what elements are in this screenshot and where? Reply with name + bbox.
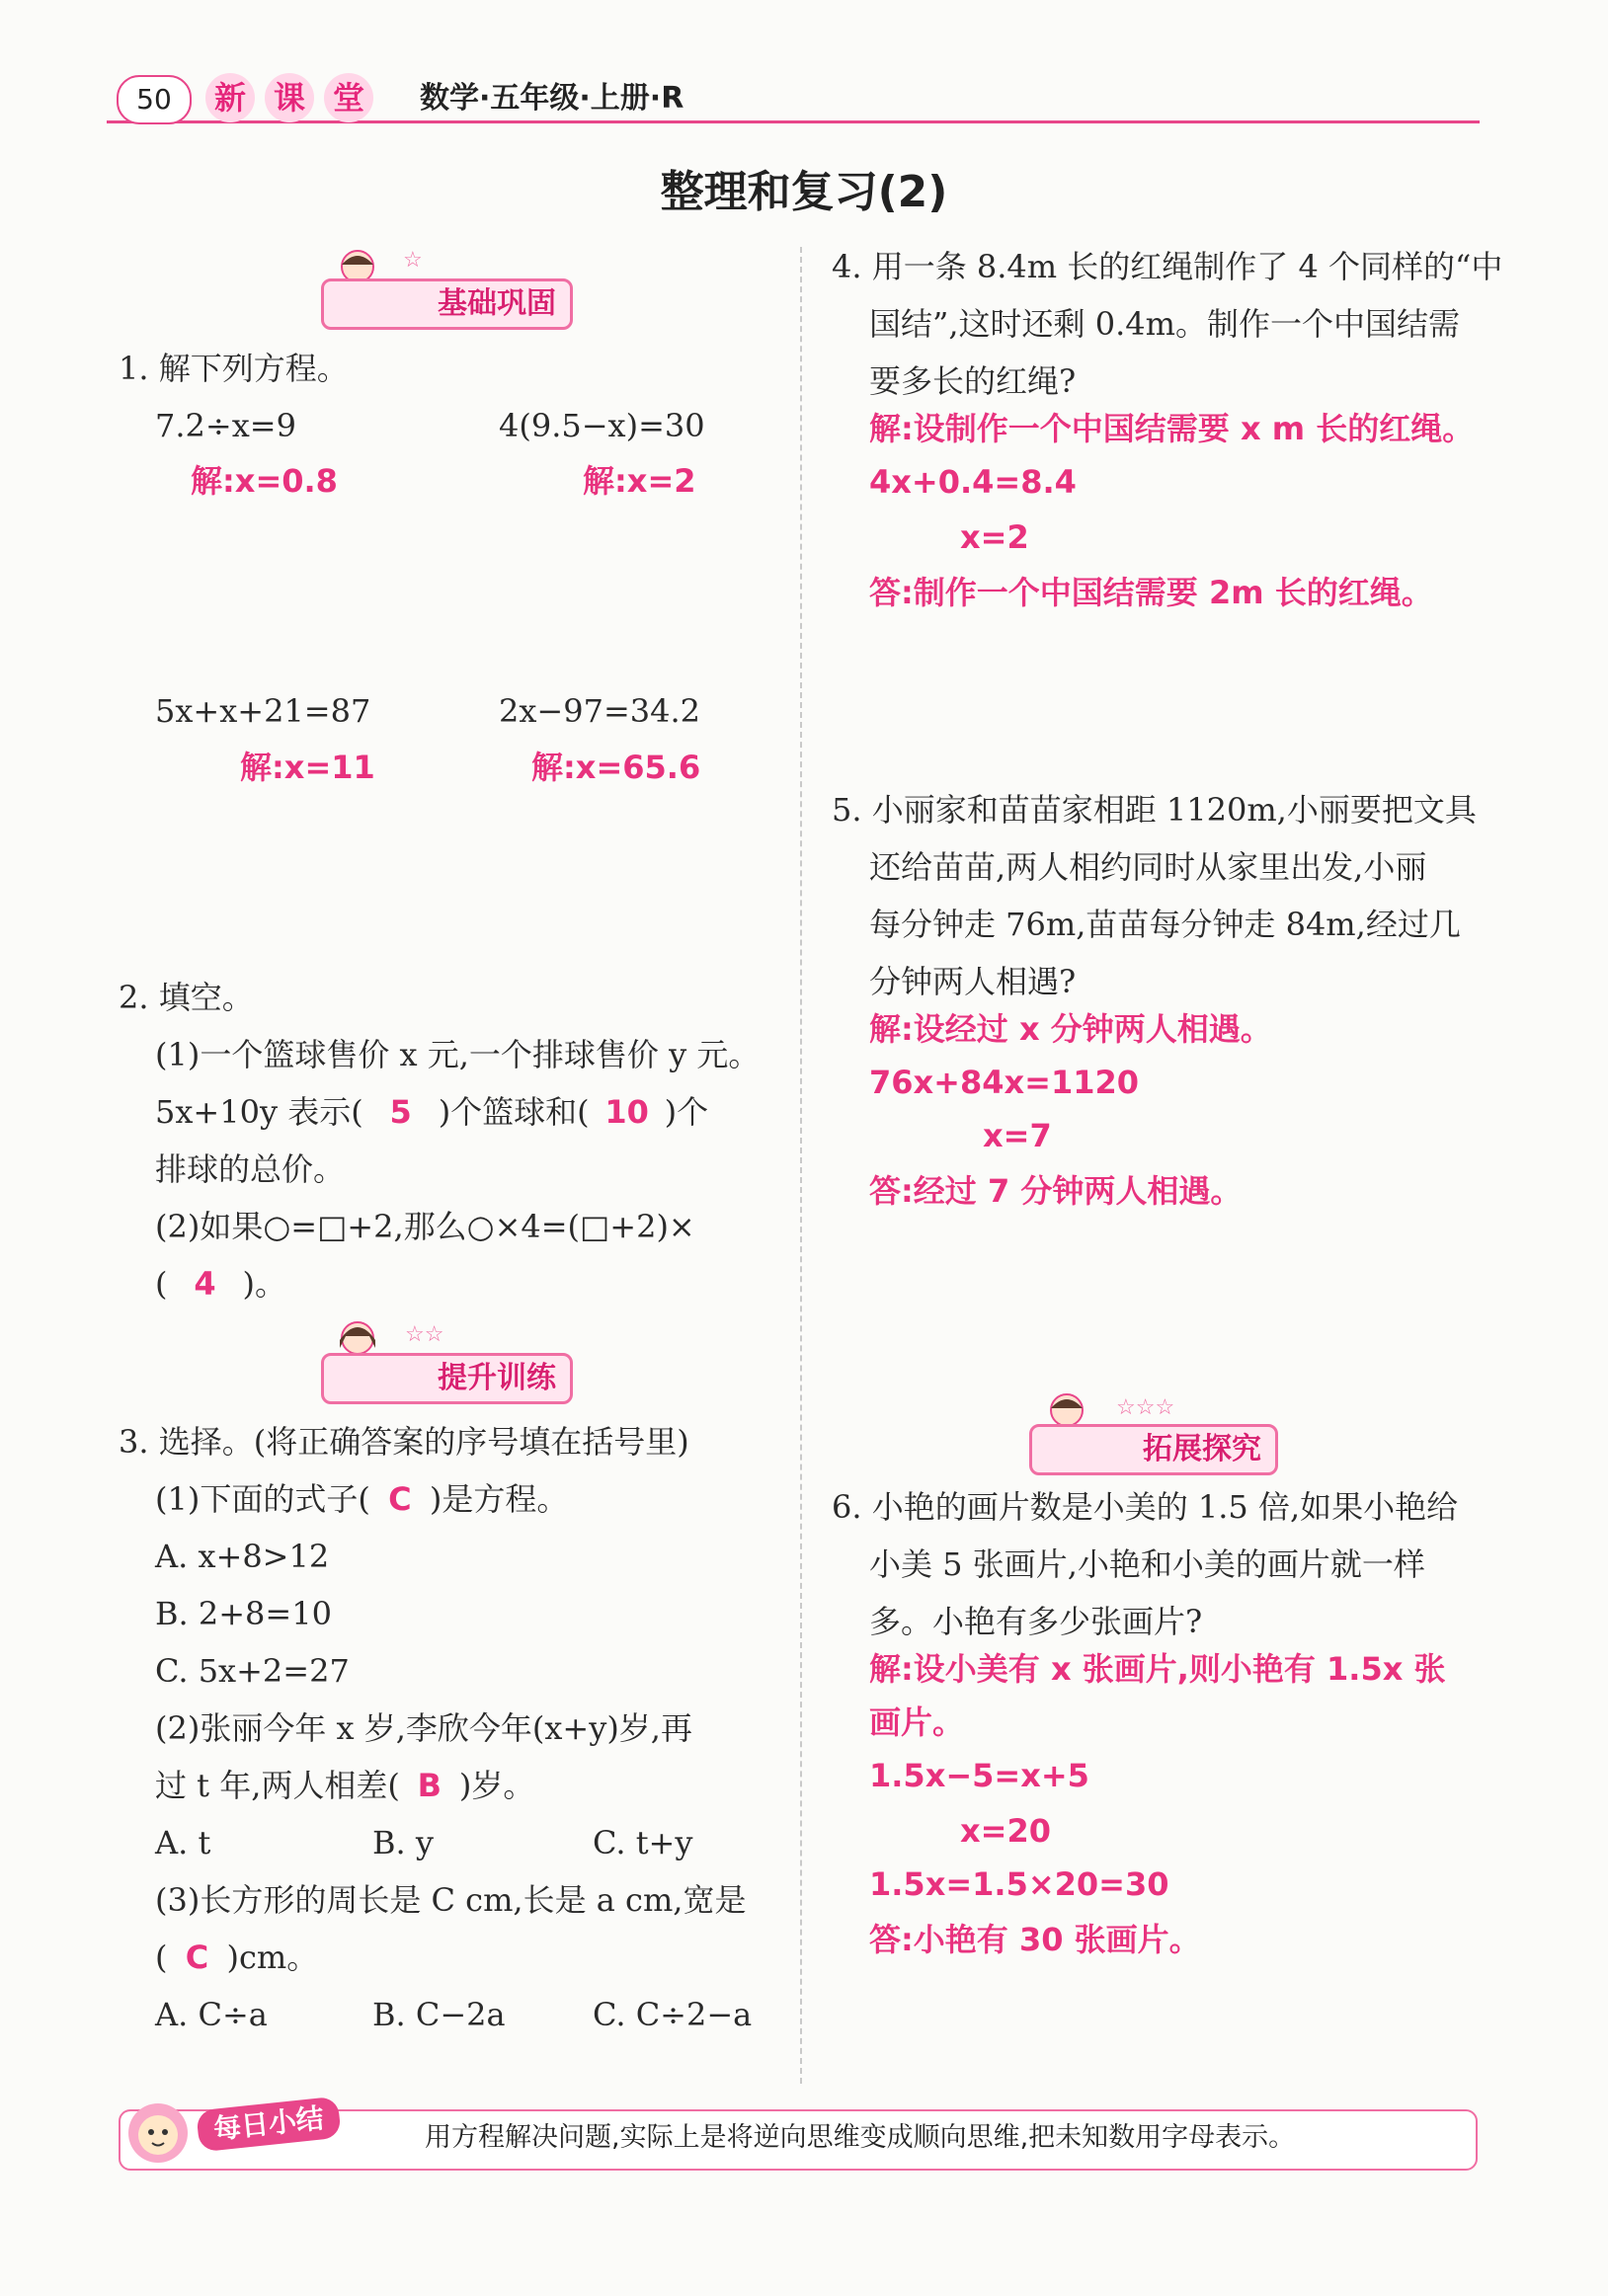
q6-solution-answer: 答:小艳有 30 张画片。 xyxy=(869,1921,1201,1958)
q5-line3: 每分钟走 76m,苗苗每分钟走 84m,经过几 xyxy=(869,906,1461,943)
header-rule xyxy=(107,120,1480,123)
q3-p3-option-c: C. C÷2−a xyxy=(593,1996,753,2033)
q3-answer2: B xyxy=(417,1767,442,1804)
q4-line1: 4. 用一条 8.4m 长的红绳制作了 4 个同样的“中 xyxy=(832,248,1503,285)
page-title: 整理和复习(2) xyxy=(660,167,948,217)
q1-answer2: 解:x=2 xyxy=(583,462,696,500)
q1-eq2: 4(9.5−x)=30 xyxy=(499,407,705,444)
star-icon: ☆☆☆ xyxy=(1116,1395,1175,1420)
star-icon: ☆☆ xyxy=(405,1322,444,1347)
q4-line2: 国结”,这时还剩 0.4m。制作一个中国结需 xyxy=(869,305,1460,343)
q5-solution-answer: 答:经过 7 分钟两人相遇。 xyxy=(869,1172,1243,1210)
q3-answer1: C xyxy=(388,1480,412,1518)
section-badge-advanced: 提升训练 xyxy=(321,1353,573,1404)
q3-p2-option-b: B. y xyxy=(372,1824,434,1861)
column-divider xyxy=(800,247,802,2084)
q2-line1: (1)一个篮球售价 x 元,一个排球售价 y 元。 xyxy=(155,1036,761,1073)
q3-part2-line2: 过 t 年,两人相差( B )岁。 xyxy=(155,1767,535,1804)
q6-solution-let-cont: 画片。 xyxy=(869,1703,965,1741)
q2-line5: ( 4 )。 xyxy=(155,1265,286,1303)
q3-p3-option-a: A. C÷a xyxy=(155,1996,268,2033)
q6-solution-let: 解:设小美有 x 张画片,则小艳有 1.5x 张 xyxy=(869,1650,1446,1688)
q6-solution-compute: 1.5x=1.5×20=30 xyxy=(869,1865,1169,1903)
q4-solution-equation: 4x+0.4=8.4 xyxy=(869,463,1077,501)
q5-solution-result: x=7 xyxy=(983,1117,1052,1154)
q4-line3: 要多长的红绳? xyxy=(869,362,1077,400)
book-info: 数学·五年级·上册·R xyxy=(420,81,684,116)
q5-solution-equation: 76x+84x=1120 xyxy=(869,1064,1140,1101)
section-badge-basic: 基础巩固 xyxy=(321,278,573,330)
q3-p1-option-b: B. 2+8=10 xyxy=(155,1595,332,1632)
q6-line2: 小美 5 张画片,小艳和小美的画片就一样 xyxy=(869,1545,1425,1583)
section-badge-extension: 拓展探究 xyxy=(1029,1424,1278,1475)
daily-summary-text: 用方程解决问题,实际上是将逆向思维变成顺向思维,把未知数用字母表示。 xyxy=(425,2122,1296,2153)
q1-stem: 1. 解下列方程。 xyxy=(119,350,349,387)
q3-part1: (1)下面的式子( C )是方程。 xyxy=(155,1480,569,1518)
q2-line2: 5x+10y 表示( 5 )个篮球和( 10 )个 xyxy=(155,1093,709,1131)
q5-solution-let: 解:设经过 x 分钟两人相遇。 xyxy=(869,1010,1272,1048)
q4-solution-result: x=2 xyxy=(960,518,1029,556)
q3-part3-line2: ( C )cm。 xyxy=(155,1939,319,1976)
q4-solution-let: 解:设制作一个中国结需要 x m 长的红绳。 xyxy=(869,410,1475,447)
q3-stem: 3. 选择。(将正确答案的序号填在括号里) xyxy=(119,1423,689,1461)
q3-part3-line1: (3)长方形的周长是 C cm,长是 a cm,宽是 xyxy=(155,1881,747,1919)
q5-line4: 分钟两人相遇? xyxy=(869,963,1077,1000)
q1-eq3: 5x+x+21=87 xyxy=(155,692,371,730)
q1-answer3: 解:x=11 xyxy=(240,749,375,786)
q3-p2-option-a: A. t xyxy=(155,1824,211,1861)
q3-answer3: C xyxy=(185,1939,209,1976)
q3-part2-line1: (2)张丽今年 x 岁,李欣今年(x+y)岁,再 xyxy=(155,1709,692,1747)
q3-p1-option-c: C. 5x+2=27 xyxy=(155,1652,350,1690)
page-number: 50 xyxy=(117,75,192,124)
q5-line1: 5. 小丽家和苗苗家相距 1120m,小丽要把文具 xyxy=(832,791,1477,829)
q2-blank3: 4 xyxy=(194,1265,216,1303)
q1-answer1: 解:x=0.8 xyxy=(191,462,338,500)
q3-p3-option-b: B. C−2a xyxy=(372,1996,506,2033)
q6-line3: 多。小艳有多少张画片? xyxy=(869,1603,1203,1640)
daily-summary-label: 每日小结 xyxy=(196,2097,342,2153)
q1-eq1: 7.2÷x=9 xyxy=(155,407,296,444)
q4-solution-answer: 答:制作一个中国结需要 2m 长的红绳。 xyxy=(869,574,1433,611)
q2-blank2: 10 xyxy=(604,1093,649,1131)
q2-line3: 排球的总价。 xyxy=(155,1150,346,1188)
q6-solution-result: x=20 xyxy=(960,1812,1051,1850)
q2-blank1: 5 xyxy=(389,1093,412,1131)
q5-line2: 还给苗苗,两人相约同时从家里出发,小丽 xyxy=(869,848,1427,886)
lion-icon xyxy=(122,2096,194,2167)
q2-stem: 2. 填空。 xyxy=(119,979,254,1016)
q3-p2-option-c: C. t+y xyxy=(593,1824,693,1861)
q3-p1-option-a: A. x+8>12 xyxy=(155,1538,330,1575)
q6-line1: 6. 小艳的画片数是小美的 1.5 倍,如果小艳给 xyxy=(832,1488,1459,1526)
q2-line4: (2)如果○=□+2,那么○×4=(□+2)× xyxy=(155,1208,695,1245)
q6-solution-equation: 1.5x−5=x+5 xyxy=(869,1757,1089,1794)
star-icon: ☆ xyxy=(403,248,423,273)
brand-char-3: 堂 xyxy=(324,73,373,122)
q1-answer4: 解:x=65.6 xyxy=(531,749,701,786)
q1-eq4: 2x−97=34.2 xyxy=(499,692,700,730)
brand-char-2: 课 xyxy=(265,73,314,122)
brand-char-1: 新 xyxy=(205,73,255,122)
